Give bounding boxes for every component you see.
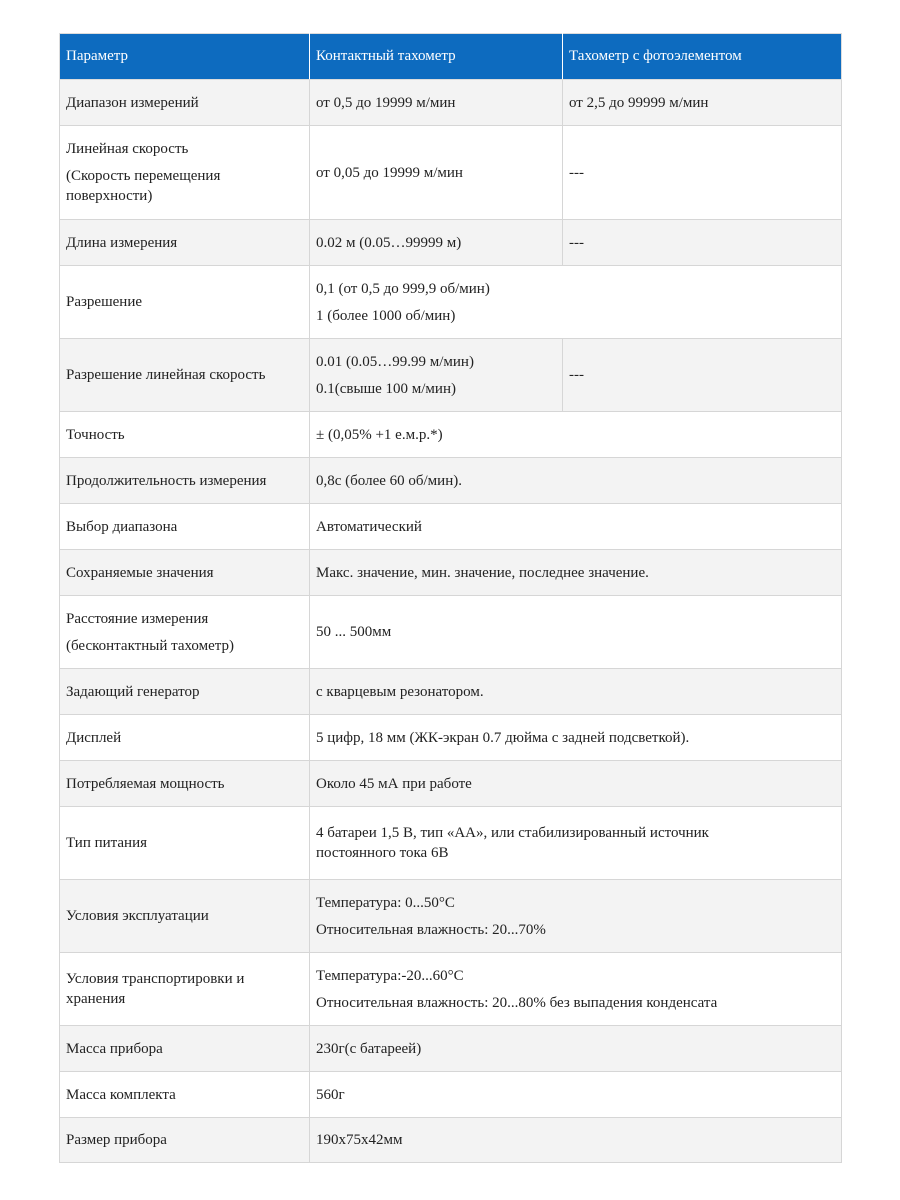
table-row bbox=[60, 412, 842, 458]
param-line: (бесконтактный тахометр) bbox=[66, 637, 235, 654]
param-cell: Продолжительность измерения bbox=[60, 458, 310, 504]
param-cell: Разрешение линейная скорость bbox=[60, 339, 310, 412]
header-photo: Тахометр с фотоэлементом bbox=[563, 34, 842, 80]
header-param: Параметр bbox=[60, 34, 310, 80]
table-row bbox=[60, 715, 842, 761]
table-row bbox=[60, 1026, 842, 1072]
param-cell: Разрешение bbox=[60, 266, 310, 339]
param-cell: Задающий генератор bbox=[60, 669, 310, 715]
contact-cell bbox=[310, 339, 563, 412]
value-line: Температура: 0...50°C bbox=[316, 894, 455, 911]
table-row bbox=[60, 80, 842, 126]
photo-cell: --- bbox=[563, 220, 842, 266]
table-row bbox=[60, 504, 842, 550]
value-cell: Около 45 мА при работе bbox=[310, 761, 842, 807]
value-cell bbox=[310, 266, 842, 339]
value-cell bbox=[310, 807, 842, 880]
photo-cell: от 2,5 до 99999 м/мин bbox=[563, 80, 842, 126]
value-cell: 0,8с (более 60 об/мин). bbox=[310, 458, 842, 504]
table-row bbox=[60, 339, 842, 412]
contact-cell: 0.02 м (0.05…99999 м) bbox=[310, 220, 563, 266]
value-cell: 560г bbox=[310, 1072, 842, 1118]
table-row bbox=[60, 266, 842, 339]
param-cell: Масса прибора bbox=[60, 1026, 310, 1072]
param-line: поверхности) bbox=[66, 188, 153, 204]
specs-table bbox=[59, 33, 842, 1163]
value-line: Относительная влажность: 20...80% без выпадения конденсата bbox=[316, 994, 718, 1011]
value-line: 0,1 (от 0,5 до 999,9 об/мин) bbox=[316, 280, 490, 297]
param-cell: Размер прибора bbox=[60, 1118, 310, 1163]
value-cell: 190x75x42мм bbox=[310, 1118, 842, 1163]
value-cell: 230г(с батареей) bbox=[310, 1026, 842, 1072]
header-contact: Контактный тахометр bbox=[310, 34, 563, 80]
table-row bbox=[60, 220, 842, 266]
value-cell: ± (0,05% +1 е.м.р.*) bbox=[310, 412, 842, 458]
param-cell bbox=[60, 126, 310, 220]
table-row bbox=[60, 880, 842, 953]
table-row bbox=[60, 761, 842, 807]
value-line: 0.01 (0.05…99.99 м/мин) bbox=[316, 353, 474, 370]
value-cell bbox=[310, 953, 842, 1026]
contact-cell: от 0,05 до 19999 м/мин bbox=[310, 126, 563, 220]
value-line: 4 батареи 1,5 В, тип «АА», или стабилизированный источник bbox=[316, 825, 709, 841]
table-row bbox=[60, 953, 842, 1026]
value-line: 0.1(свыше 100 м/мин) bbox=[316, 380, 456, 397]
param-cell: Условия эксплуатации bbox=[60, 880, 310, 953]
param-cell bbox=[60, 953, 310, 1026]
table-row bbox=[60, 126, 842, 220]
param-cell: Диапазон измерений bbox=[60, 80, 310, 126]
value-cell: 5 цифр, 18 мм (ЖК-экран 0.7 дюйма с задней подсветкой). bbox=[310, 715, 842, 761]
value-cell: с кварцевым резонатором. bbox=[310, 669, 842, 715]
value-cell bbox=[310, 880, 842, 953]
value-line: Температура:-20...60°C bbox=[316, 967, 464, 984]
param-line: Расстояние измерения bbox=[66, 610, 209, 627]
table-row bbox=[60, 1118, 842, 1163]
value-line: 1 (более 1000 об/мин) bbox=[316, 307, 456, 324]
param-cell bbox=[60, 596, 310, 669]
value-cell: 50 ... 500мм bbox=[310, 596, 842, 669]
param-cell: Выбор диапазона bbox=[60, 504, 310, 550]
table-row bbox=[60, 669, 842, 715]
table-row bbox=[60, 550, 842, 596]
value-cell: Автоматический bbox=[310, 504, 842, 550]
param-line: хранения bbox=[66, 991, 126, 1007]
value-cell: Макс. значение, мин. значение, последнее значение. bbox=[310, 550, 842, 596]
param-cell: Длина измерения bbox=[60, 220, 310, 266]
param-line: Условия транспортировки и bbox=[66, 971, 245, 987]
table-row bbox=[60, 596, 842, 669]
param-cell: Сохраняемые значения bbox=[60, 550, 310, 596]
param-cell: Точность bbox=[60, 412, 310, 458]
param-cell: Тип питания bbox=[60, 807, 310, 880]
table-row bbox=[60, 1072, 842, 1118]
param-cell: Потребляемая мощность bbox=[60, 761, 310, 807]
value-line: постоянного тока 6В bbox=[316, 845, 449, 861]
contact-cell: от 0,5 до 19999 м/мин bbox=[310, 80, 563, 126]
param-line: (Скорость перемещения bbox=[66, 168, 221, 184]
table-row bbox=[60, 458, 842, 504]
photo-cell: --- bbox=[563, 339, 842, 412]
param-cell: Масса комплекта bbox=[60, 1072, 310, 1118]
param-cell: Дисплей bbox=[60, 715, 310, 761]
value-line: Относительная влажность: 20...70% bbox=[316, 921, 546, 938]
param-line: Линейная скорость bbox=[66, 141, 189, 157]
table-row bbox=[60, 807, 842, 880]
photo-cell: --- bbox=[563, 126, 842, 220]
header-row bbox=[60, 34, 842, 80]
